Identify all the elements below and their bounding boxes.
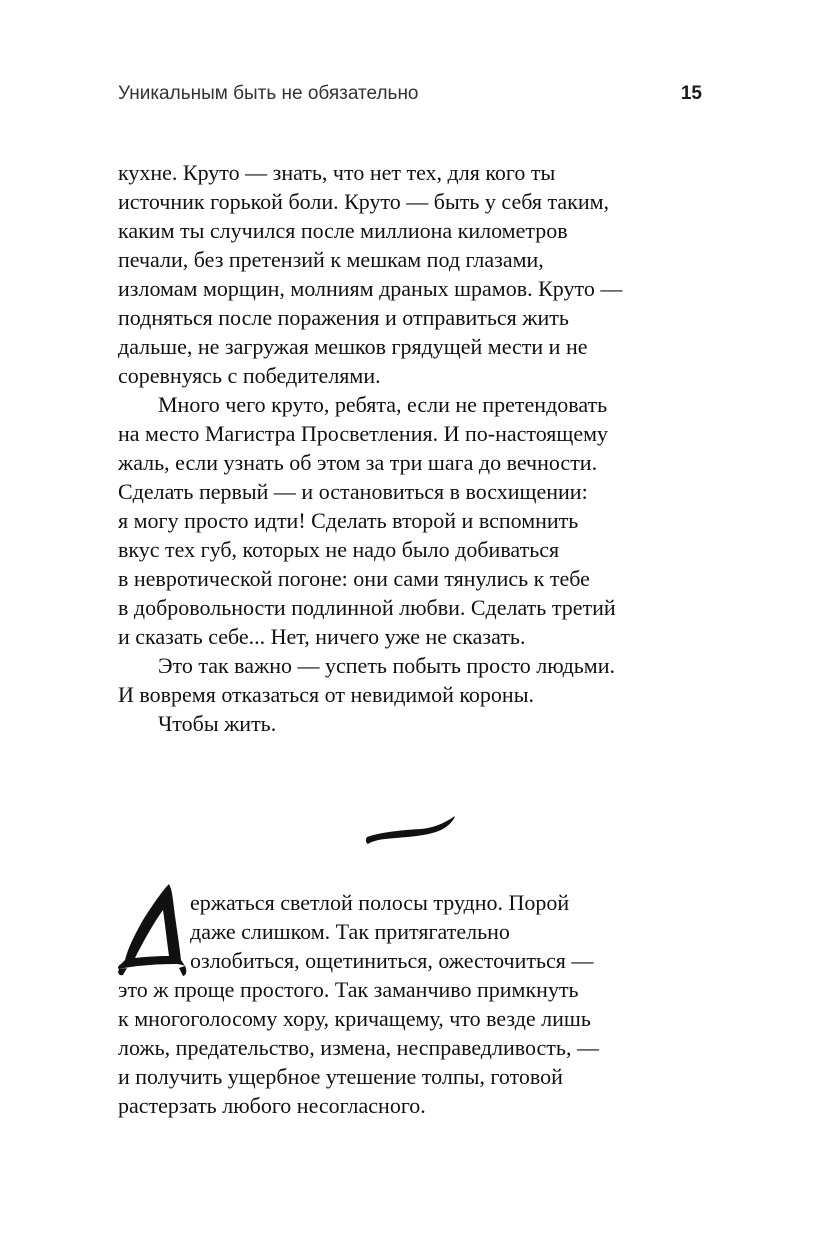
text-line: Это так важно — успеть побыть просто людьми. [158, 653, 615, 678]
page-number: 15 [680, 83, 702, 104]
text-line: растерзать любого несогласного. [118, 1093, 426, 1118]
text-line: Сделать первый — и остановиться в восхищении: [118, 479, 588, 504]
text-line: даже слишком. Так притягательно [190, 919, 510, 944]
text-line: печали, без претензий к мешкам под глазами, [118, 247, 544, 272]
text-line: озлобиться, ощетиниться, ожесточиться — [190, 948, 594, 973]
text-line: в невротической погоне: они сами тянулись к тебе [118, 566, 590, 591]
text-line: источник горькой боли. Круто — быть у себя таким, [118, 189, 610, 214]
text-line: на место Магистра Просветления. И по-настоящему [118, 421, 609, 446]
text-line: и сказать себе... Нет, ничего уже не сказать. [118, 624, 526, 649]
text-line: кухне. Круто — знать, что нет тех, для кого ты [118, 160, 556, 185]
text-line: соревнуясь с победителями. [118, 363, 381, 388]
text-line: ержаться светлой полосы трудно. Порой [190, 890, 570, 915]
text-line: подняться после поражения и отправиться жить [118, 305, 569, 330]
text-line: и получить ущербное утешение толпы, готовой [118, 1064, 563, 1089]
text-line: Чтобы жить. [158, 711, 277, 736]
text-line: ложь, предательство, измена, несправедливость, — [118, 1035, 599, 1060]
text-line: изломам морщин, молниям драных шрамов. Круто — [118, 276, 623, 301]
text-line: дальше, не загружая мешков грядущей мести и не [118, 334, 588, 359]
text-line: вкус тех губ, которых не надо было добиваться [118, 537, 560, 562]
running-header-title: Уникальным быть не обязательно [118, 83, 419, 104]
text-line: к многоголосому хору, кричащему, что везде лишь [118, 1006, 591, 1031]
text-line: в добровольности подлинной любви. Сделать третий [118, 595, 616, 620]
text-line: И вовремя отказаться от невидимой короны. [118, 682, 534, 707]
brush-stroke-divider [363, 810, 459, 850]
text-line: это ж проще простого. Так заманчиво примкнуть [118, 977, 579, 1002]
text-line: каким ты случился после миллиона километров [118, 218, 568, 243]
text-block-1 [118, 158, 708, 738]
text-line: я могу просто идти! Сделать второй и вспомнить [118, 508, 579, 533]
text-line: Много чего круто, ребята, если не претендовать [158, 392, 608, 417]
text-block-2 [118, 888, 708, 1120]
text-line: жаль, если узнать об этом за три шага до вечности. [118, 450, 598, 475]
